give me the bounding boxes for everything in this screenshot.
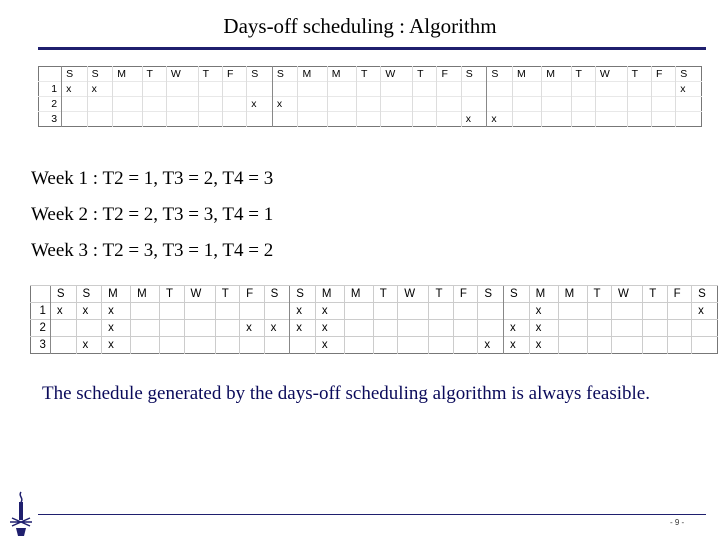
schedule-cell: x [504, 337, 530, 354]
schedule-cell [87, 97, 113, 112]
day-header: F [651, 67, 675, 82]
day-header: T [160, 286, 184, 303]
schedule-cell [184, 303, 215, 320]
day-header: M [512, 67, 541, 82]
schedule-cell [478, 320, 504, 337]
schedule-cell [627, 97, 651, 112]
slide-title: Days-off scheduling : Algorithm [223, 14, 497, 38]
schedule-cell: x [692, 303, 718, 320]
schedule-cell [643, 320, 667, 337]
day-header: S [247, 67, 273, 82]
corner-cell [39, 67, 62, 82]
university-logo-icon [6, 490, 36, 538]
schedule-cell: x [272, 97, 298, 112]
schedule-cell [222, 97, 246, 112]
table-row [31, 320, 718, 337]
schedule-cell [478, 303, 504, 320]
schedule-cell [131, 303, 160, 320]
day-header: M [298, 67, 327, 82]
schedule-cell: x [240, 320, 264, 337]
day-header: S [478, 286, 504, 303]
day-header: S [487, 67, 513, 82]
day-header: T [643, 286, 667, 303]
day-header: T [357, 67, 381, 82]
schedule-cell [595, 82, 627, 97]
day-header: F [437, 67, 461, 82]
schedule-cell [487, 82, 513, 97]
schedule-cell [344, 320, 373, 337]
day-header: M [131, 286, 160, 303]
schedule-cell: x [290, 303, 316, 320]
schedule-cell [587, 320, 611, 337]
schedule-cell: x [529, 303, 558, 320]
schedule-cell [160, 337, 184, 354]
row-label: 3 [39, 112, 62, 127]
schedule-cell [62, 112, 88, 127]
schedule-cell [692, 337, 718, 354]
day-header: S [76, 286, 102, 303]
corner-cell [31, 286, 51, 303]
schedule-cell [298, 97, 327, 112]
schedule-cell [142, 82, 166, 97]
schedule-cell [627, 82, 651, 97]
schedule-cell [327, 112, 356, 127]
schedule-cell [247, 112, 273, 127]
schedule-cell [166, 97, 198, 112]
day-header: W [184, 286, 215, 303]
schedule-cell [512, 82, 541, 97]
schedule-cell [264, 337, 290, 354]
schedule-cell [667, 303, 691, 320]
schedule-cell [184, 320, 215, 337]
schedule-cell: x [487, 112, 513, 127]
schedule-cell [504, 303, 530, 320]
schedule-cell [461, 82, 487, 97]
schedule-cell [344, 303, 373, 320]
schedule-cell [429, 303, 453, 320]
day-header: M [113, 67, 142, 82]
schedule-cell [381, 97, 413, 112]
day-header: M [529, 286, 558, 303]
day-header: M [327, 67, 356, 82]
schedule-cell [290, 337, 316, 354]
header-row [31, 286, 718, 303]
schedule-cell: x [461, 112, 487, 127]
schedule-cell [357, 97, 381, 112]
schedule-cell [651, 97, 675, 112]
schedule-cell [398, 320, 429, 337]
schedule-cell [651, 112, 675, 127]
schedule-cell [62, 97, 88, 112]
day-header: S [50, 286, 76, 303]
schedule-table-initial [38, 66, 702, 127]
day-header: M [558, 286, 587, 303]
schedule-cell [215, 337, 239, 354]
schedule-cell [558, 303, 587, 320]
schedule-cell [643, 303, 667, 320]
schedule-cell [571, 112, 595, 127]
day-header: W [398, 286, 429, 303]
table-row [39, 82, 702, 97]
schedule-cell [87, 112, 113, 127]
schedule-cell [113, 112, 142, 127]
table-row [31, 303, 718, 320]
schedule-cell: x [315, 303, 344, 320]
schedule-cell [327, 97, 356, 112]
schedule-cell [542, 97, 571, 112]
schedule-cell [437, 82, 461, 97]
day-header: T [373, 286, 397, 303]
day-header: T [571, 67, 595, 82]
schedule-cell: x [76, 303, 102, 320]
schedule-cell [198, 97, 222, 112]
schedule-cell [222, 112, 246, 127]
schedule-cell [453, 320, 477, 337]
schedule-cell [166, 82, 198, 97]
day-header: W [166, 67, 198, 82]
schedule-table-final [30, 285, 718, 354]
schedule-cell [357, 112, 381, 127]
schedule-cell [512, 112, 541, 127]
schedule-cell [222, 82, 246, 97]
day-header: W [381, 67, 413, 82]
schedule-cell: x [50, 303, 76, 320]
table-row [39, 112, 702, 127]
schedule-cell [692, 320, 718, 337]
schedule-cell [453, 303, 477, 320]
day-header: F [667, 286, 691, 303]
schedule-cell: x [76, 337, 102, 354]
schedule-cell [142, 97, 166, 112]
schedule-cell [542, 112, 571, 127]
day-header: T [429, 286, 453, 303]
schedule-cell: x [62, 82, 88, 97]
schedule-cell [344, 337, 373, 354]
schedule-cell [558, 320, 587, 337]
schedule-cell [676, 112, 702, 127]
day-header: M [102, 286, 131, 303]
schedule-cell [398, 303, 429, 320]
day-header: S [692, 286, 718, 303]
schedule-cell: x [102, 337, 131, 354]
schedule-cell [542, 82, 571, 97]
title-underline [38, 47, 706, 50]
schedule-cell [373, 303, 397, 320]
table-row [31, 337, 718, 354]
feasibility-note: The schedule generated by the days-off scheduling algorithm is always feasible. [42, 383, 650, 404]
day-header: M [542, 67, 571, 82]
schedule-cell [272, 112, 298, 127]
page-number: - 9 - [670, 518, 685, 527]
schedule-cell [381, 112, 413, 127]
day-header: S [676, 67, 702, 82]
day-header: T [215, 286, 239, 303]
day-header: F [222, 67, 246, 82]
schedule-cell [398, 337, 429, 354]
table-row [39, 97, 702, 112]
schedule-cell [76, 320, 102, 337]
schedule-cell [160, 320, 184, 337]
day-header: S [461, 67, 487, 82]
schedule-cell [240, 303, 264, 320]
day-header: T [627, 67, 651, 82]
schedule-cell [160, 303, 184, 320]
schedule-cell [50, 320, 76, 337]
schedule-cell [558, 337, 587, 354]
day-header: T [142, 67, 166, 82]
day-header: S [87, 67, 113, 82]
schedule-cell: x [529, 337, 558, 354]
day-header: T [413, 67, 437, 82]
schedule-cell: x [247, 97, 273, 112]
schedule-cell [198, 112, 222, 127]
day-header: T [198, 67, 222, 82]
schedule-cell [413, 97, 437, 112]
schedule-cell [612, 303, 643, 320]
schedule-cell [272, 82, 298, 97]
schedule-cell [240, 337, 264, 354]
schedule-cell [667, 337, 691, 354]
schedule-cell [373, 320, 397, 337]
schedule-cell [357, 82, 381, 97]
schedule-cell [595, 97, 627, 112]
schedule-cell [298, 82, 327, 97]
day-header: W [612, 286, 643, 303]
schedule-cell [142, 112, 166, 127]
schedule-cell [413, 112, 437, 127]
schedule-cell: x [478, 337, 504, 354]
day-header: S [504, 286, 530, 303]
schedule-cell: x [676, 82, 702, 97]
schedule-cell [587, 303, 611, 320]
schedule-cell: x [529, 320, 558, 337]
row-label: 2 [31, 320, 51, 337]
schedule-cell [587, 337, 611, 354]
schedule-cell: x [315, 320, 344, 337]
schedule-cell: x [290, 320, 316, 337]
schedule-cell [215, 303, 239, 320]
schedule-cell [571, 82, 595, 97]
day-header: S [62, 67, 88, 82]
schedule-cell [381, 82, 413, 97]
schedule-cell [198, 82, 222, 97]
schedule-cell: x [264, 320, 290, 337]
schedule-cell [131, 320, 160, 337]
schedule-cell [373, 337, 397, 354]
week-2-line: Week 2 : T2 = 2, T3 = 3, T4 = 1 [31, 204, 274, 225]
schedule-cell [651, 82, 675, 97]
schedule-cell [612, 337, 643, 354]
schedule-cell [429, 320, 453, 337]
day-header: S [290, 286, 316, 303]
day-header: F [453, 286, 477, 303]
row-label: 1 [31, 303, 51, 320]
schedule-cell [627, 112, 651, 127]
schedule-cell [264, 303, 290, 320]
footer-rule [38, 514, 706, 515]
schedule-cell: x [102, 320, 131, 337]
day-header: T [587, 286, 611, 303]
schedule-cell [247, 82, 273, 97]
day-header: M [315, 286, 344, 303]
schedule-cell: x [102, 303, 131, 320]
schedule-cell [453, 337, 477, 354]
schedule-cell [437, 97, 461, 112]
schedule-cell [487, 97, 513, 112]
schedule-cell [113, 82, 142, 97]
week-1-line: Week 1 : T2 = 1, T3 = 2, T4 = 3 [31, 168, 274, 189]
schedule-cell [327, 82, 356, 97]
schedule-cell: x [504, 320, 530, 337]
schedule-cell [131, 337, 160, 354]
row-label: 3 [31, 337, 51, 354]
schedule-cell [595, 112, 627, 127]
day-header: F [240, 286, 264, 303]
schedule-cell [413, 82, 437, 97]
schedule-cell [113, 97, 142, 112]
schedule-cell [166, 112, 198, 127]
schedule-cell [676, 97, 702, 112]
schedule-cell [184, 337, 215, 354]
week-3-line: Week 3 : T2 = 3, T3 = 1, T4 = 2 [31, 240, 274, 261]
day-header: S [264, 286, 290, 303]
header-row [39, 67, 702, 82]
day-header: M [344, 286, 373, 303]
schedule-cell: x [87, 82, 113, 97]
schedule-cell [612, 320, 643, 337]
schedule-cell [643, 337, 667, 354]
schedule-cell [512, 97, 541, 112]
schedule-cell [50, 337, 76, 354]
schedule-cell: x [315, 337, 344, 354]
schedule-cell [437, 112, 461, 127]
schedule-cell [215, 320, 239, 337]
schedule-cell [571, 97, 595, 112]
schedule-cell [667, 320, 691, 337]
schedule-cell [298, 112, 327, 127]
row-label: 2 [39, 97, 62, 112]
schedule-cell [429, 337, 453, 354]
day-header: W [595, 67, 627, 82]
day-header: S [272, 67, 298, 82]
schedule-cell [461, 97, 487, 112]
row-label: 1 [39, 82, 62, 97]
